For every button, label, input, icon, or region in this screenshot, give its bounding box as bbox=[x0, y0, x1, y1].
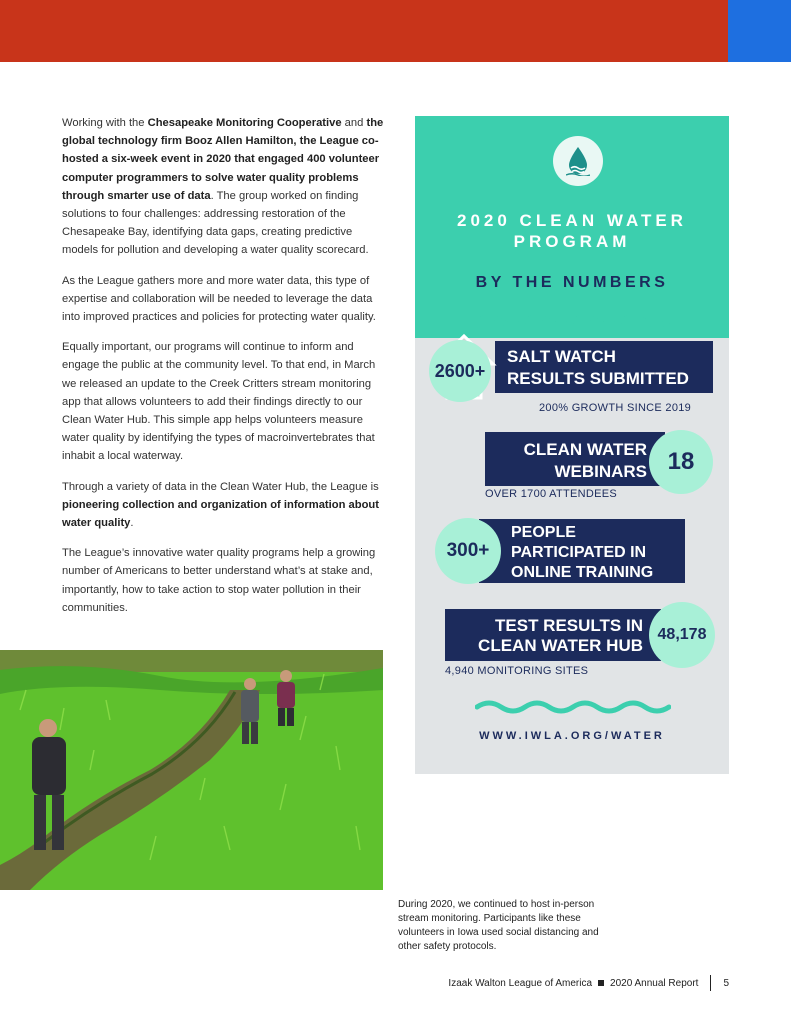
photo-caption: During 2020, we continued to host in-person stream monitoring. Participants like these volunteers in Iowa used social distancing and other safety protocols. bbox=[398, 899, 599, 952]
footer-org: Izaak Walton League of America bbox=[448, 977, 593, 989]
wave-divider-top bbox=[475, 314, 671, 328]
water-drop-icon bbox=[553, 136, 603, 186]
infographic-subtitle: BY THE NUMBERS bbox=[475, 274, 669, 291]
stat-salt-watch-number: 2600+ bbox=[429, 340, 491, 402]
page-footer bbox=[448, 975, 729, 991]
stat-webinars-note: OVER 1700 ATTENDEES bbox=[485, 488, 618, 500]
clean-water-infographic bbox=[415, 116, 729, 774]
stat-test-results-note: 4,940 MONITORING SITES bbox=[445, 665, 589, 677]
infographic-title: 2020 CLEAN WATER PROGRAM bbox=[457, 211, 687, 251]
stat-training-box: PEOPLE PARTICIPATED IN ONLINE TRAINING bbox=[479, 519, 685, 583]
stat-salt-watch-note: 200% GROWTH SINCE 2019 bbox=[539, 402, 692, 414]
paragraph-2: As the League gathers more and more water data, this type of expertise and collaboration will be needed to leverage the data into improved practices and policies for protecting water quality. bbox=[62, 274, 376, 324]
stat-test-results-number: 48,178 bbox=[649, 602, 715, 668]
stat-training-number: 300+ bbox=[435, 518, 501, 584]
footer-report: 2020 Annual Report bbox=[610, 977, 699, 989]
paragraph-4: Through a variety of data in the Clean Water Hub, the League is pioneering collection and organization of information about water quality. bbox=[62, 480, 379, 530]
stat-webinars-number: 18 bbox=[649, 430, 713, 494]
page-number: 5 bbox=[723, 977, 729, 989]
paragraph-3: Equally important, our programs will continue to inform and engage the public at the community level. To that end, in March we released an update to the Creek Critters stream monitoring app that allows volunteers to add their findings directly to our Clean Water Hub. This simple app helps volunteers measure water quality by identifying the types of macroinvertebrates that inhabit a local waterway. bbox=[62, 341, 376, 463]
stat-webinars-box: CLEAN WATER WEBINARS bbox=[485, 432, 665, 486]
stat-test-results-box: TEST RESULTS IN CLEAN WATER HUB bbox=[445, 609, 661, 661]
paragraph-5: The League’s innovative water quality programs help a growing number of Americans to better understand what’s at stake and, importantly, how to take action to stop water pollution in their communities. bbox=[62, 547, 376, 614]
wave-divider-bottom bbox=[475, 700, 671, 714]
paragraph-1: Working with the Chesapeake Monitoring Cooperative and the global technology firm Booz Allen Hamilton, the League co-hosted a six-week event in 2020 that engaged 400 volunteer computer programmers to solve water quality problems through smarter use of data. The group worked on finding solutions to four challenges: addressing restoration of the Chesapeake Bay, identifying data gaps, creating predictive models for pollution and developing a water quality scorecard. bbox=[62, 117, 384, 257]
header-red-bar bbox=[0, 0, 728, 62]
volunteers-stream-photo bbox=[0, 650, 383, 890]
square-bullet-icon bbox=[598, 980, 604, 986]
footer-divider bbox=[710, 975, 711, 991]
stat-salt-watch-box: SALT WATCH RESULTS SUBMITTED bbox=[495, 341, 713, 393]
article-body bbox=[62, 114, 387, 629]
header-blue-accent bbox=[728, 0, 791, 62]
program-url[interactable]: WWW.IWLA.ORG/WATER bbox=[479, 730, 665, 742]
